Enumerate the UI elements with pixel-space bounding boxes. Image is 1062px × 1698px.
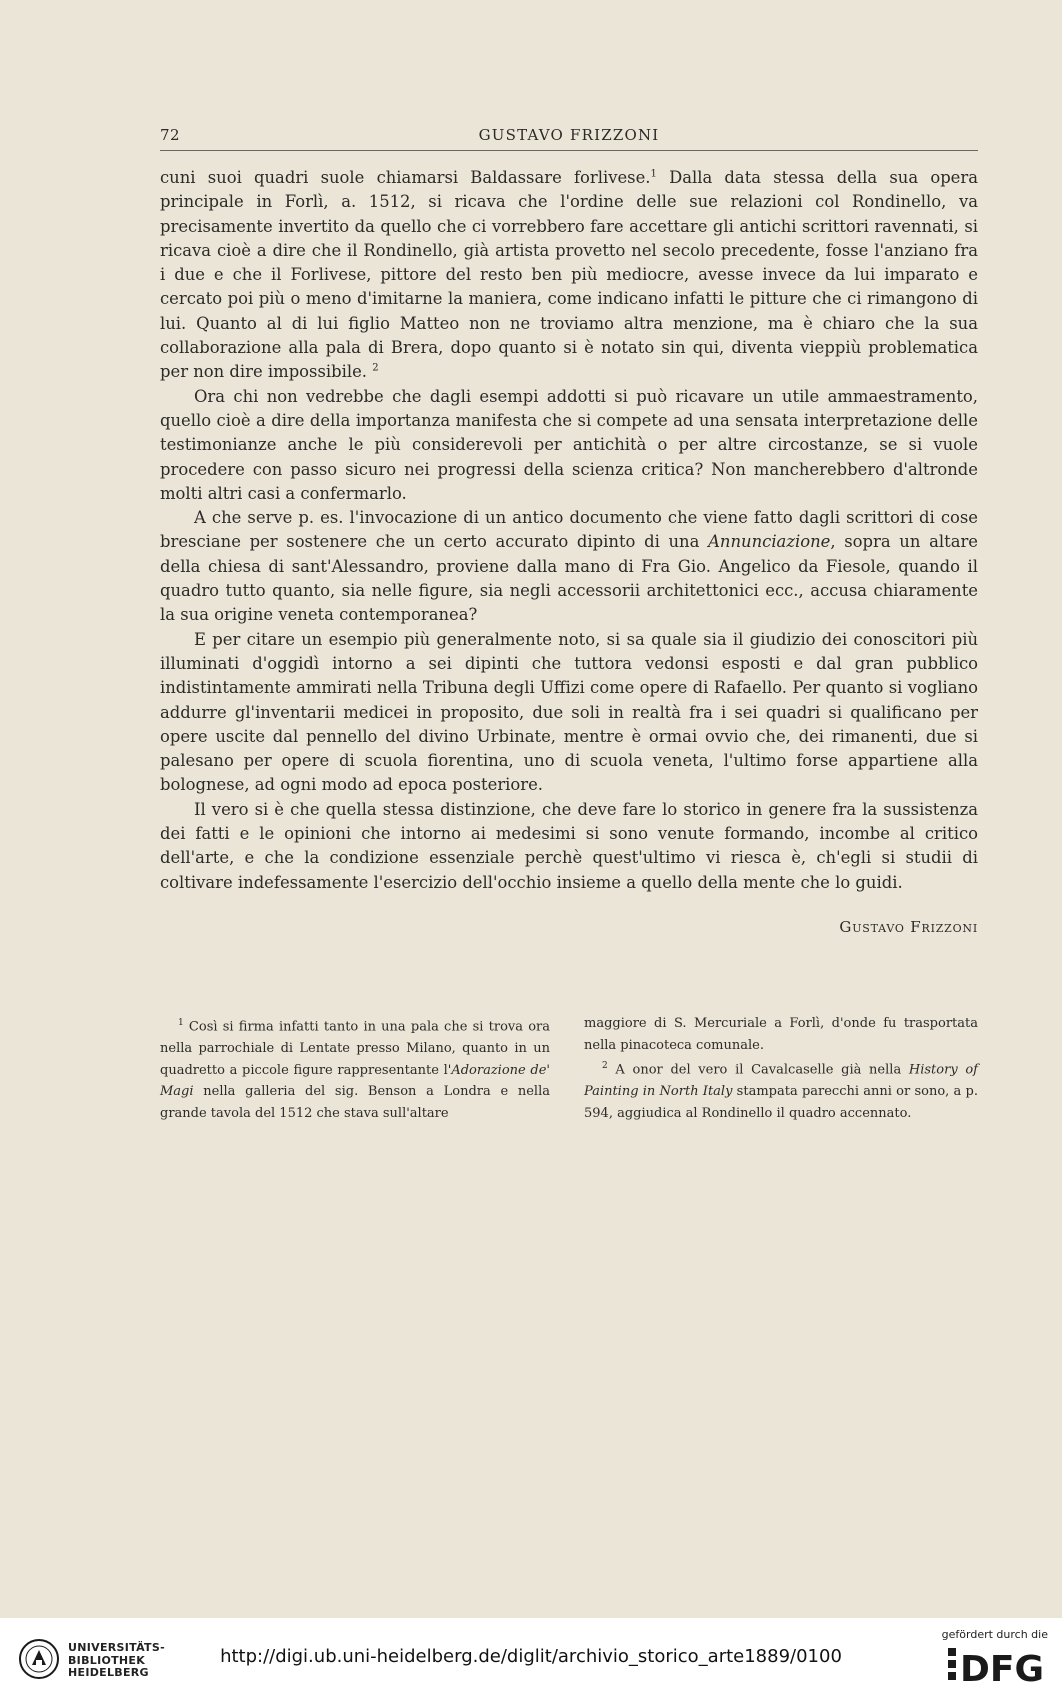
footnote-column-left: [160, 1013, 550, 1124]
library-name: UNIVERSITÄTS- BIBLIOTHEK HEIDELBERG: [68, 1641, 165, 1679]
funding-caption: gefördert durch die: [941, 1628, 1048, 1641]
paragraph-4: E per citare un esempio più generalmente noto, si sa quale sia il giudizio dei conoscitori più illuminati d'oggidì intorno a sei dipinti che tuttora vedonsi esposti e dal gran pubblico indistintamente ammirati nella Tribuna degli Uffizi come opere di Rafaello. Per quanto si vogliano addurre gl'inventarii medicei in proposito, due soli in realtà fra i sei quadri si qualificano per opere uscite dal pennello del divino Urbinate, mentre è ormai ovvio che, dei rimanenti, due si palesano per opere di scuola fiorentina, uno di scuola veneta, l'ultimo forse appartiene alla bolognese, ad ogni modo ad epoca posteriore.: [160, 629, 978, 795]
paragraph-1: cuni suoi quadri suole chiamarsi Baldassare forlivese.$^1$ Dalla data stessa della sua opera principale in Forlì, a. 1512, si ricava che l'ordine delle sue relazioni col Rondinello, va precisamente invertito da quello che ci vorrebbero fare accettare gli antichi scrittori ravennati, si ricava cioè a dire che il Rondinello, già artista provetto nel secolo precedente, fosse l'anziano fra i due e che il Forlivese, pittore del resto ben più mediocre, avesse invece da lui imparato e cercato poi più o meno d'imitarne la maniera, come indicano infatti le pitture che ci rimangono di lui. Quanto al di lui figlio Matteo non ne troviamo altra menzione, ma è chiaro che la sua collaborazione alla pala di Brera, dopo quanto si è notato sin qui, diventa vieppiù problematica per non dire impossibile. $^2$: [160, 168, 978, 382]
svg-text:DFG: DFG: [960, 1649, 1045, 1686]
paragraph-2: Ora chi non vedrebbe che dagli esempi addotti si può ricavare un utile ammaestramento, quello cioè a dire della importanza manifesta che si compete ad una sensata interpretazione delle testimonianze anche le più considerevoli per antichità o per altre circostanze, se si vuole procedere con passo sicuro nei progressi della scienza critica? Non mancherebbero d'altronde molti altri casi a confermarlo.: [160, 386, 978, 503]
header-rule: [160, 150, 978, 151]
paragraph-3: A che serve p. es. l'invocazione di un antico documento che viene fatto dagli scrittori di cose bresciane per sostenere che un certo accurato dipinto di una Annunciazione, sopra un altare della chiesa di sant'Alessandro, proviene dalla mano di Fra Gio. Angelico da Fiesole, quando il quadro tutto quanto, sia nelle figure, sia negli accessorii architettonici ecc., accusa chiaramente la sua origine veneta contemporanea?: [160, 508, 978, 625]
footnote-column-right: [584, 1013, 978, 1124]
footnote-2: $^2$ A onor del vero il Cavalcaselle già nella History of Painting in North Italy stampata parecchi anni or sono, a p. 594, aggiudica al Rondinello il quadro accennato.: [584, 1061, 979, 1121]
permalink-link[interactable]: http://digi.ub.uni-heidelberg.de/diglit/archivio_storico_arte1889/0100: [220, 1646, 842, 1667]
permalink-url: [0, 1646, 1062, 1667]
page-number: 72: [160, 126, 181, 144]
main-text: [160, 166, 978, 895]
paragraph-5: Il vero si è che quella stessa distinzione, che deve fare lo storico in genere fra la sussistenza dei fatti e le opinioni che intorno ai medesimi si sono venute formando, incombe al critico dell'arte, e che la condizione essenziale perchè quest'ultimo vi riesca è, ch'egli si studii di coltivare indefessamente l'esercizio dell'occhio insieme a quello della mente che lo guidi.: [160, 799, 978, 892]
digitization-footer: [0, 1618, 1062, 1698]
italic-title: Annunciazione: [708, 532, 831, 552]
dfg-logo-icon: [948, 1644, 1048, 1686]
footnote-1-continued: maggiore di S. Mercuriale a Forlì, d'onde fu trasportata nella pinacoteca comunale.: [584, 1016, 978, 1053]
footnote-ref-1: 1: [650, 168, 657, 180]
footnotes: [160, 1013, 978, 1123]
running-head: GUSTAVO FRIZZONI: [478, 126, 660, 144]
author-signature: Gustavo Frizzoni: [839, 918, 978, 936]
footnote-1: $^1$ Così si firma infatti tanto in una pala che si trova ora nella parrochiale di Lentate presso Milano, quanto in un quadretto a piccole figure rappresentante l'Adorazione de' Magi nella galleria del sig. Benson a Londra e nella grande tavola del 1512 che stava sull'altare: [160, 1018, 550, 1121]
footnote-ref-2: 2: [372, 362, 379, 374]
funder-block[interactable]: [938, 1628, 1048, 1692]
